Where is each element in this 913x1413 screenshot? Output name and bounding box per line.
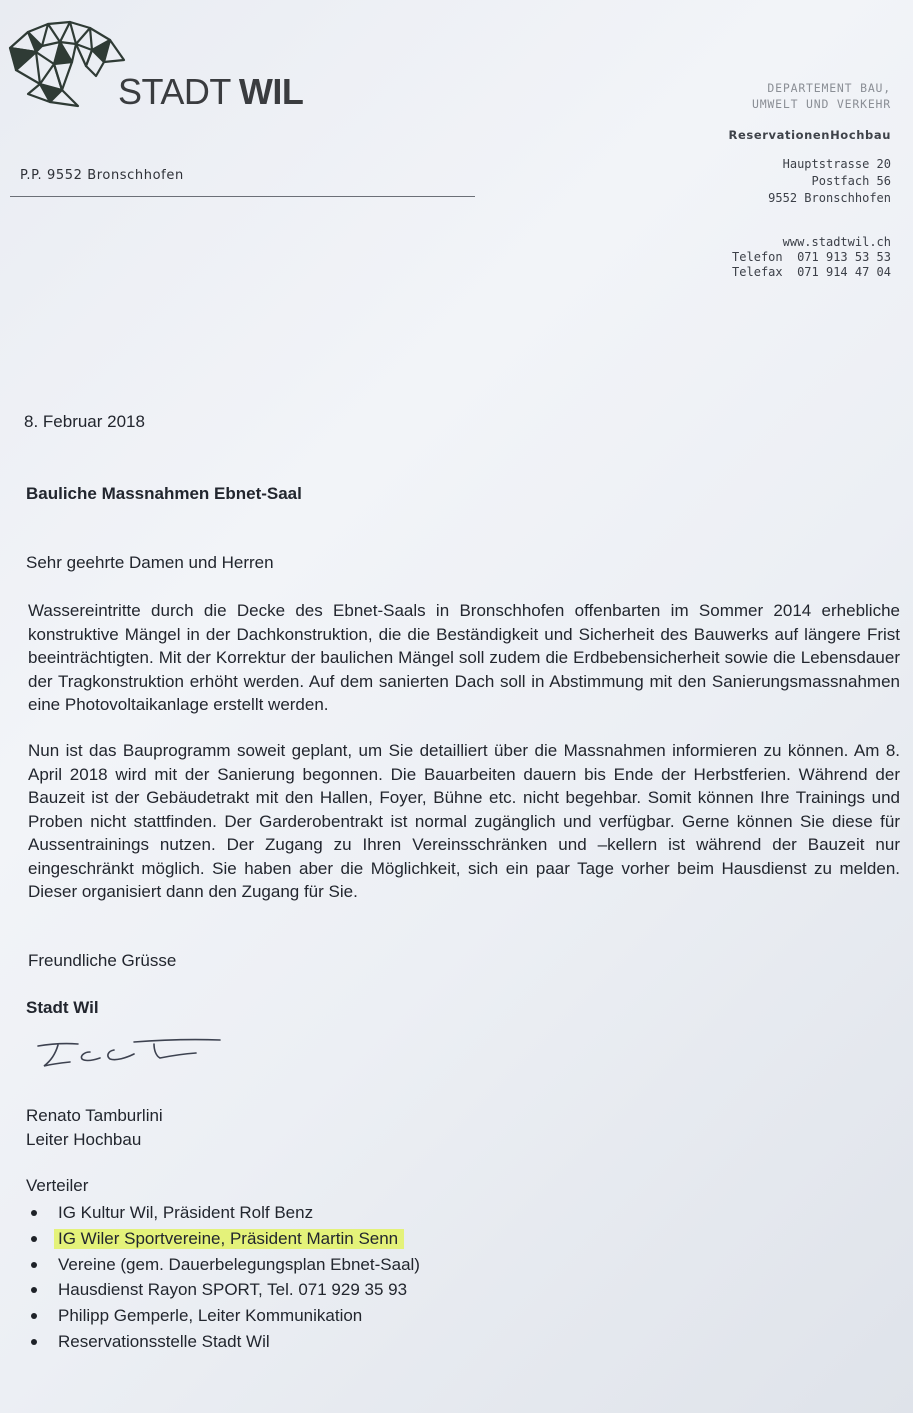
list-item <box>28 1303 420 1329</box>
list-item <box>28 1252 420 1278</box>
highlighted-distribution-entry: IG Wiler Sportvereine, Präsident Martin Senn <box>54 1229 404 1249</box>
phone: Telefon 071 913 53 53 <box>732 250 891 264</box>
list-item <box>28 1277 420 1303</box>
contact-block <box>732 235 891 280</box>
handwritten-signature <box>30 1032 230 1072</box>
sender-organisation: Stadt Wil <box>26 998 99 1017</box>
signer-block <box>26 1104 163 1152</box>
address-street: Hauptstrasse 20 <box>782 157 891 171</box>
signer-name: Renato Tamburlini <box>26 1106 163 1125</box>
address-city: 9552 Bronschhofen <box>768 191 891 205</box>
logo-wordmark <box>118 71 304 112</box>
section-name: ReservationenHochbau <box>728 128 891 142</box>
distribution-entry: Vereine (gem. Dauerbelegungsplan Ebnet-Saal) <box>58 1254 420 1274</box>
department-name <box>752 80 891 112</box>
paragraph-1: Wassereintritte durch die Decke des Ebnet-Saals in Bronschhofen offenbarten im Sommer 2014 erhebliche konstruktive Mängel in der Dachkonstruktion, die die Beständigkeit und Sicherheit des Bauwerks auf längere Frist beeinträchtigten. Mit der Korrektur der baulichen Mängel soll zudem die Erdbebensicherheit sowie die Lebensdauer der Tragkonstruktion erhöht werden. Auf dem sanierten Dach soll in Abstimmung mit den Sanierungsmassnahmen eine Photovoltaikanlage erstellt werden. <box>28 601 900 714</box>
distribution-entry: Philipp Gemperle, Leiter Kommunikation <box>58 1306 363 1326</box>
closing: Freundliche Grüsse <box>28 951 177 970</box>
website: www.stadtwil.ch <box>782 235 891 249</box>
postage-line: P.P. 9552 Bronschhofen <box>20 168 184 183</box>
logo-word-wil: WIL <box>238 71 304 112</box>
salutation: Sehr geehrte Damen und Herren <box>26 553 274 572</box>
department-line-1: DEPARTEMENT BAU, <box>767 81 891 95</box>
address-postbox: Postfach 56 <box>811 174 891 188</box>
address-divider <box>10 196 475 197</box>
paragraph-2: Nun ist das Bauprogramm soweit geplant, um Sie detailliert über die Massnahmen informieren zu können. Am 8. April 2018 wird mit der Sanierung begonnen. Die Bauarbeiten dauern bis Ende der Herbstferien. Während der Bauzeit ist der Gebäudetrakt mit den Hallen, Foyer, Bühne etc. nicht begehbar. Somit können Ihre Trainings und Proben nicht stattfinden. Der Garderobentrakt ist normal zugänglich und verfügbar. Gerne können Sie diese für Aussentrainings nutzen. Der Zugang zu Ihren Vereinsschränken und –kellern ist während der Bauzeit nur eingeschränkt möglich. Sie haben aber die Möglichkeit, sich ein paar Tage vorher beim Hausdienst zu melden. Dieser organisiert dann den Zugang für Sie. <box>28 741 900 901</box>
list-item <box>28 1329 420 1355</box>
sender-address <box>768 156 891 207</box>
distribution-list <box>28 1200 420 1355</box>
fax: Telefax 071 914 47 04 <box>732 265 891 279</box>
stadt-wil-logo <box>6 18 326 112</box>
logo-word-stadt: STADT <box>118 71 231 112</box>
distribution-label: Verteiler <box>26 1176 89 1195</box>
signer-title: Leiter Hochbau <box>26 1130 142 1149</box>
letter-date: 8. Februar 2018 <box>24 412 145 431</box>
distribution-entry: IG Kultur Wil, Präsident Rolf Benz <box>58 1203 314 1222</box>
department-line-2: UMWELT UND VERKEHR <box>751 97 891 111</box>
distribution-entry: Reservationsstelle Stadt Wil <box>58 1331 270 1351</box>
geometric-logo-icon <box>6 18 126 108</box>
letter-subject: Bauliche Massnahmen Ebnet-Saal <box>26 484 302 503</box>
distribution-entry: Hausdienst Rayon SPORT, Tel. 071 929 35 93 <box>58 1280 408 1300</box>
list-item <box>28 1200 420 1226</box>
list-item <box>28 1226 420 1252</box>
